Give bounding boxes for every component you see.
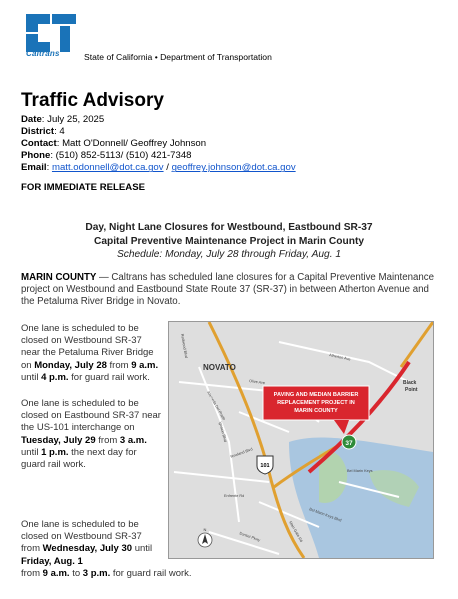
north-arrow-icon	[198, 527, 212, 547]
street-line	[279, 342, 409, 382]
street-label: Atherton Ave	[328, 353, 351, 362]
date-line: Date: July 25, 2025	[21, 114, 105, 125]
closure-list	[21, 323, 161, 485]
street-label: Alameda Del Prado	[206, 390, 227, 422]
intro-paragraph: MARIN COUNTY — Caltrans has scheduled lane closures for a Capital Preventive Maintenance project on Westbound and Eastbound State Route 37 (SR-37) in between Atherton Avenue and the Petaluma River Bridge in Novato.	[21, 272, 434, 308]
headline-line-2: Capital Preventive Maintenance Project in Marin County	[93, 235, 365, 247]
callout-line-2: REPLACEMENT PROJECT IN	[277, 400, 355, 406]
street-label: Olive Ave	[248, 379, 266, 386]
callout-line-3: MARIN COUNTY	[294, 408, 338, 414]
svg-text:N: N	[203, 527, 207, 532]
place-label: Black	[403, 380, 417, 386]
place-label: Point	[405, 387, 418, 393]
us-101-shield	[257, 456, 273, 474]
release-label: FOR IMMEDIATE RELEASE	[21, 182, 146, 193]
svg-text:37: 37	[345, 440, 353, 447]
town-label: NOVATO	[203, 363, 236, 372]
street-label: Bel Marin Keys Blvd	[308, 507, 342, 523]
svg-text:101: 101	[260, 463, 270, 469]
closure-item: One lane is scheduled to be closed on Westbound SR-37 near the Petaluma River Bridge on Monday, July 28 from 9 a.m. until 4 p.m. for guard rail work.	[21, 323, 159, 383]
district-line: District: 4	[21, 126, 65, 138]
callout-pointer	[334, 420, 349, 434]
logo-wordmark: Caltrans	[26, 49, 60, 58]
street-label: Sunset Pkwy	[238, 531, 261, 543]
street-label: Ignacio Blvd	[218, 421, 228, 443]
route-37-shield	[342, 435, 356, 449]
closure-item: One lane is scheduled to be closed on Eastbound SR-37 near the US-101 interchange on Tuesday, July 29 from 3 a.m. until 1 p.m. the next day for guard rail work.	[21, 398, 161, 471]
street-label: Enfrente Rd	[224, 494, 245, 498]
street-label: Rowland Blvd	[229, 447, 254, 459]
closure-item-last: One lane is scheduled to be closed on Westbound SR-37 from Wednesday, July 30 until Friday, Aug. 1 from 9 a.m. to 3 p.m. for guard rail work.	[21, 519, 192, 579]
sr-37-line	[401, 322, 433, 367]
callout-line-1: PAVING AND MEDIAN BARRIER	[273, 392, 359, 398]
page-title: Traffic Advisory	[21, 90, 164, 111]
street-line	[199, 367, 239, 522]
email-link-2[interactable]: geoffrey.johnson@dot.ca.gov	[171, 162, 296, 174]
email-line: Email: matt.odonnell@dot.ca.gov / geoffrey.johnson@dot.ca.gov	[21, 162, 296, 174]
email-link-1[interactable]: matt.odonnell@dot.ca.gov	[51, 162, 164, 174]
advisory-meta	[21, 114, 296, 174]
headline-schedule: Schedule: Monday, July 28 through Friday, Aug. 1	[116, 249, 342, 260]
phone-line: Phone: (510) 852-5113/ (510) 421-7348	[21, 150, 192, 162]
project-map	[168, 321, 434, 559]
contact-line: Contact: Matt O'Donnell/ Geoffrey Johnson	[21, 138, 207, 150]
street-label: Main Gate Rd	[288, 520, 304, 543]
headline-line-1: Day, Night Lane Closures for Westbound, Eastbound SR-37	[85, 222, 373, 233]
street-line	[174, 472, 269, 482]
street-label: Bel Marin Keys	[347, 469, 373, 473]
headline	[21, 221, 437, 262]
map-graphic	[169, 322, 433, 558]
agency-name: State of California • Department of Transportation	[84, 52, 272, 62]
street-label: Redwood Blvd	[180, 333, 189, 359]
